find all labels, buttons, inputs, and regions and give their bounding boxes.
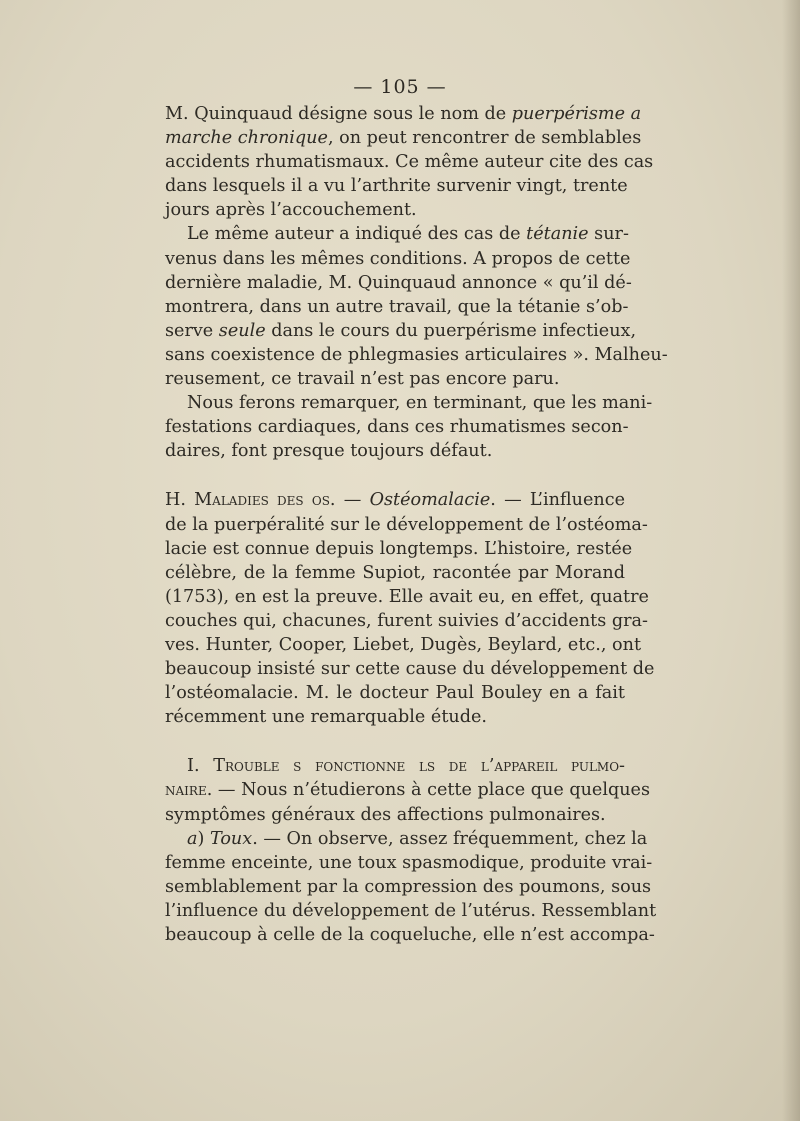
text-line: lacie est connue depuis longtemps. L’histoire, restée bbox=[165, 538, 633, 559]
text-line: symptômes généraux des affections pulmonaires. bbox=[165, 804, 606, 825]
text-line: (1753), en est la preuve. Elle avait eu, en effet, quatre bbox=[165, 586, 649, 607]
text-line: beaucoup insisté sur cette cause du développement de bbox=[165, 659, 655, 680]
text-line: l’influence du développement de l’utérus. Ressemblant bbox=[165, 900, 657, 921]
text-line: Nous ferons remarquer, en terminant, que les mani- bbox=[187, 393, 653, 414]
page-edge-shadow bbox=[782, 0, 800, 1121]
text-line: Le même auteur a indiqué des cas de tétanie sur- bbox=[187, 224, 629, 245]
text-line: festations cardiaques, dans ces rhumatismes secon- bbox=[165, 417, 629, 438]
paragraph-gap bbox=[165, 463, 625, 488]
text-line: daires, font presque toujours défaut. bbox=[165, 441, 493, 462]
text-line: H. Maladies des os. — Ostéomalacie. — L’influence bbox=[165, 490, 625, 511]
body-text bbox=[165, 102, 668, 947]
text-line: marche chronique, on peut rencontrer de semblables bbox=[165, 128, 642, 149]
text-line: serve seule dans le cours du puerpérisme infectieux, bbox=[165, 320, 637, 341]
text-line: beaucoup à celle de la coqueluche, elle n’est accompa- bbox=[165, 925, 655, 945]
text-line: ves. Hunter, Cooper, Liebet, Dugès, Beylard, etc., ont bbox=[165, 634, 642, 655]
text-line: I. Trouble s fonctionne ls de l’appareil pulmo- bbox=[187, 756, 626, 777]
text-line: semblablement par la compression des poumons, sous bbox=[165, 876, 652, 897]
text-line: de la puerpéralité sur le développement de l’ostéoma- bbox=[165, 514, 648, 535]
text-line: sans coexistence de phlegmasies articulaires ». Malheu- bbox=[165, 344, 668, 365]
text-line: M. Quinquaud désigne sous le nom de puerpérisme a bbox=[165, 104, 642, 124]
text-line: a) Toux. — On observe, assez fréquemment, chez la bbox=[187, 828, 648, 849]
text-line: jours après l’accouchement. bbox=[165, 200, 417, 221]
text-line: dans lesquels il a vu l’arthrite survenir vingt, trente bbox=[165, 176, 628, 197]
text-line: récemment une remarquable étude. bbox=[165, 707, 487, 728]
text-line: couches qui, chacunes, furent suivies d’accidents gra- bbox=[165, 610, 648, 631]
text-line: montrera, dans un autre travail, que la tétanie s’ob- bbox=[165, 296, 629, 317]
text-line: célèbre, de la femme Supiot, racontée par Morand bbox=[165, 562, 625, 583]
paragraph-gap bbox=[165, 729, 625, 754]
text-line: dernière maladie, M. Quinquaud annonce « qu’il dé- bbox=[165, 272, 632, 293]
page-number: — 105 — bbox=[353, 76, 447, 98]
text-line: venus dans les mêmes conditions. A propos de cette bbox=[165, 248, 631, 269]
text-line: accidents rhumatismaux. Ce même auteur cite des cas bbox=[165, 152, 654, 173]
text-line: naire. — Nous n’étudierons à cette place que quelques bbox=[165, 780, 651, 801]
text-line: femme enceinte, une toux spasmodique, produite vrai- bbox=[165, 852, 653, 873]
text-line: l’ostéomalacie. M. le docteur Paul Bouley en a fait bbox=[165, 683, 625, 704]
text-line: reusement, ce travail n’est pas encore paru. bbox=[165, 369, 560, 390]
